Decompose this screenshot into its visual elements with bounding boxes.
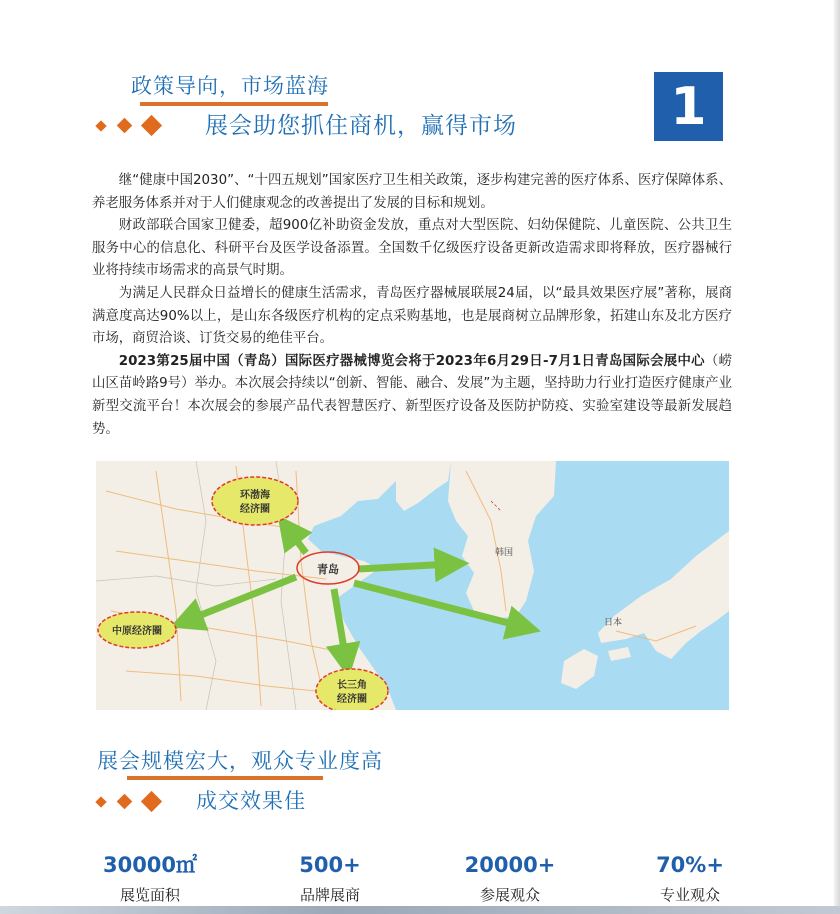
stat-label: 专业观众 [659, 886, 720, 904]
paragraph-policy: 继“健康中国2030”、“十四五规划”国家医疗卫生相关政策，逐步构建完善的医疗体系、医疗保障体系、养老服务体系并对于人们健康观念的改善提出了发展的目标和规划。 [92, 173, 732, 211]
section-number-badge: 1 [654, 72, 723, 141]
bottom-photo-strip [0, 906, 840, 914]
arrow-to-korea [358, 564, 452, 569]
section2-heading-underline [127, 776, 323, 780]
stat-brand-exhibitors [240, 852, 420, 905]
qingdao-label: 青岛 [317, 563, 339, 576]
section2-diamond-bullets [97, 794, 159, 809]
section1-diamond-bullets [97, 118, 159, 133]
zhongyuan-label: 中原经济圈 [112, 626, 162, 637]
stat-value: 30000㎡ [102, 853, 198, 877]
diamond-medium-icon [117, 118, 133, 134]
paragraph-event [92, 351, 732, 441]
intro-body [92, 170, 732, 441]
stat-professional-visitors [600, 852, 780, 905]
bohai-label-line2: 经济圈 [240, 504, 270, 515]
stat-label: 品牌展商 [299, 886, 360, 904]
stat-label: 展览面积 [119, 886, 180, 904]
stat-value: 500+ [299, 853, 361, 877]
stat-exhibition-area [60, 852, 240, 905]
section2-heading-primary: 展会规模宏大，观众专业度高 [97, 749, 383, 773]
changsanjiao-label-line1: 长三角 [337, 680, 367, 691]
stat-label: 参展观众 [479, 886, 540, 904]
diamond-large-icon [141, 115, 162, 136]
event-date-venue: 2023第25届中国（青岛）国际医疗器械博览会将于2023年6月29日-7月1日青岛国际会展中心 [118, 353, 705, 369]
paragraph-history: 为满足人民群众日益增长的健康生活需求，青岛医疗器械展联展24届，以“最具效果医疗展”著称，展商满意度高达90%以上，是山东各级医疗机构的定点采购基地，也是展商树立品牌形象，拓建山东及北方医疗市场，商贸洽谈、订货交易的绝佳平台。 [92, 285, 732, 347]
stat-value: 20000+ [464, 853, 556, 877]
diamond-small-icon [95, 796, 106, 807]
regional-map [96, 461, 729, 710]
bohai-label-line1: 环渤海 [240, 490, 270, 501]
page-edge [834, 0, 840, 914]
korea-label: 韩国 [494, 548, 514, 558]
changsanjiao-label-line2: 经济圈 [337, 694, 367, 705]
paragraph-funding: 财政部联合国家卫健委，超900亿补助资金发放，重点对大型医院、妇幼保健院、儿童医院、公共卫生服务中心的信息化、科研平台及医学设备添置。全国数千亿级医疗设备更新改造需求即将释放，医疗器械行业将持续市场需求的高景气时期。 [92, 218, 732, 279]
event-details: （崂山区苗岭路9号）举办。本次展会持续以“创新、智能、融合、发展”为主题，坚持助力行业打造医疗健康产业新型交流平台！本次展会的参展产品代表智慧医疗、新型医疗设备及医防护防疫、实验室建设等最新发展趋势。 [92, 353, 732, 437]
bohai-region-marker [212, 477, 298, 525]
diamond-large-icon [141, 791, 162, 812]
section1-heading-primary: 政策导向，市场蓝海 [131, 74, 329, 98]
stat-value: 70%+ [656, 853, 724, 877]
section2-heading-secondary: 成交效果佳 [196, 789, 306, 813]
stats-row [60, 852, 780, 905]
section1-heading-secondary: 展会助您抓住商机，赢得市场 [205, 113, 517, 139]
diamond-medium-icon [117, 794, 133, 810]
section1-heading-underline [140, 102, 328, 106]
stat-visitors [420, 852, 600, 905]
diamond-small-icon [95, 120, 106, 131]
japan-label: 日本 [603, 618, 623, 628]
